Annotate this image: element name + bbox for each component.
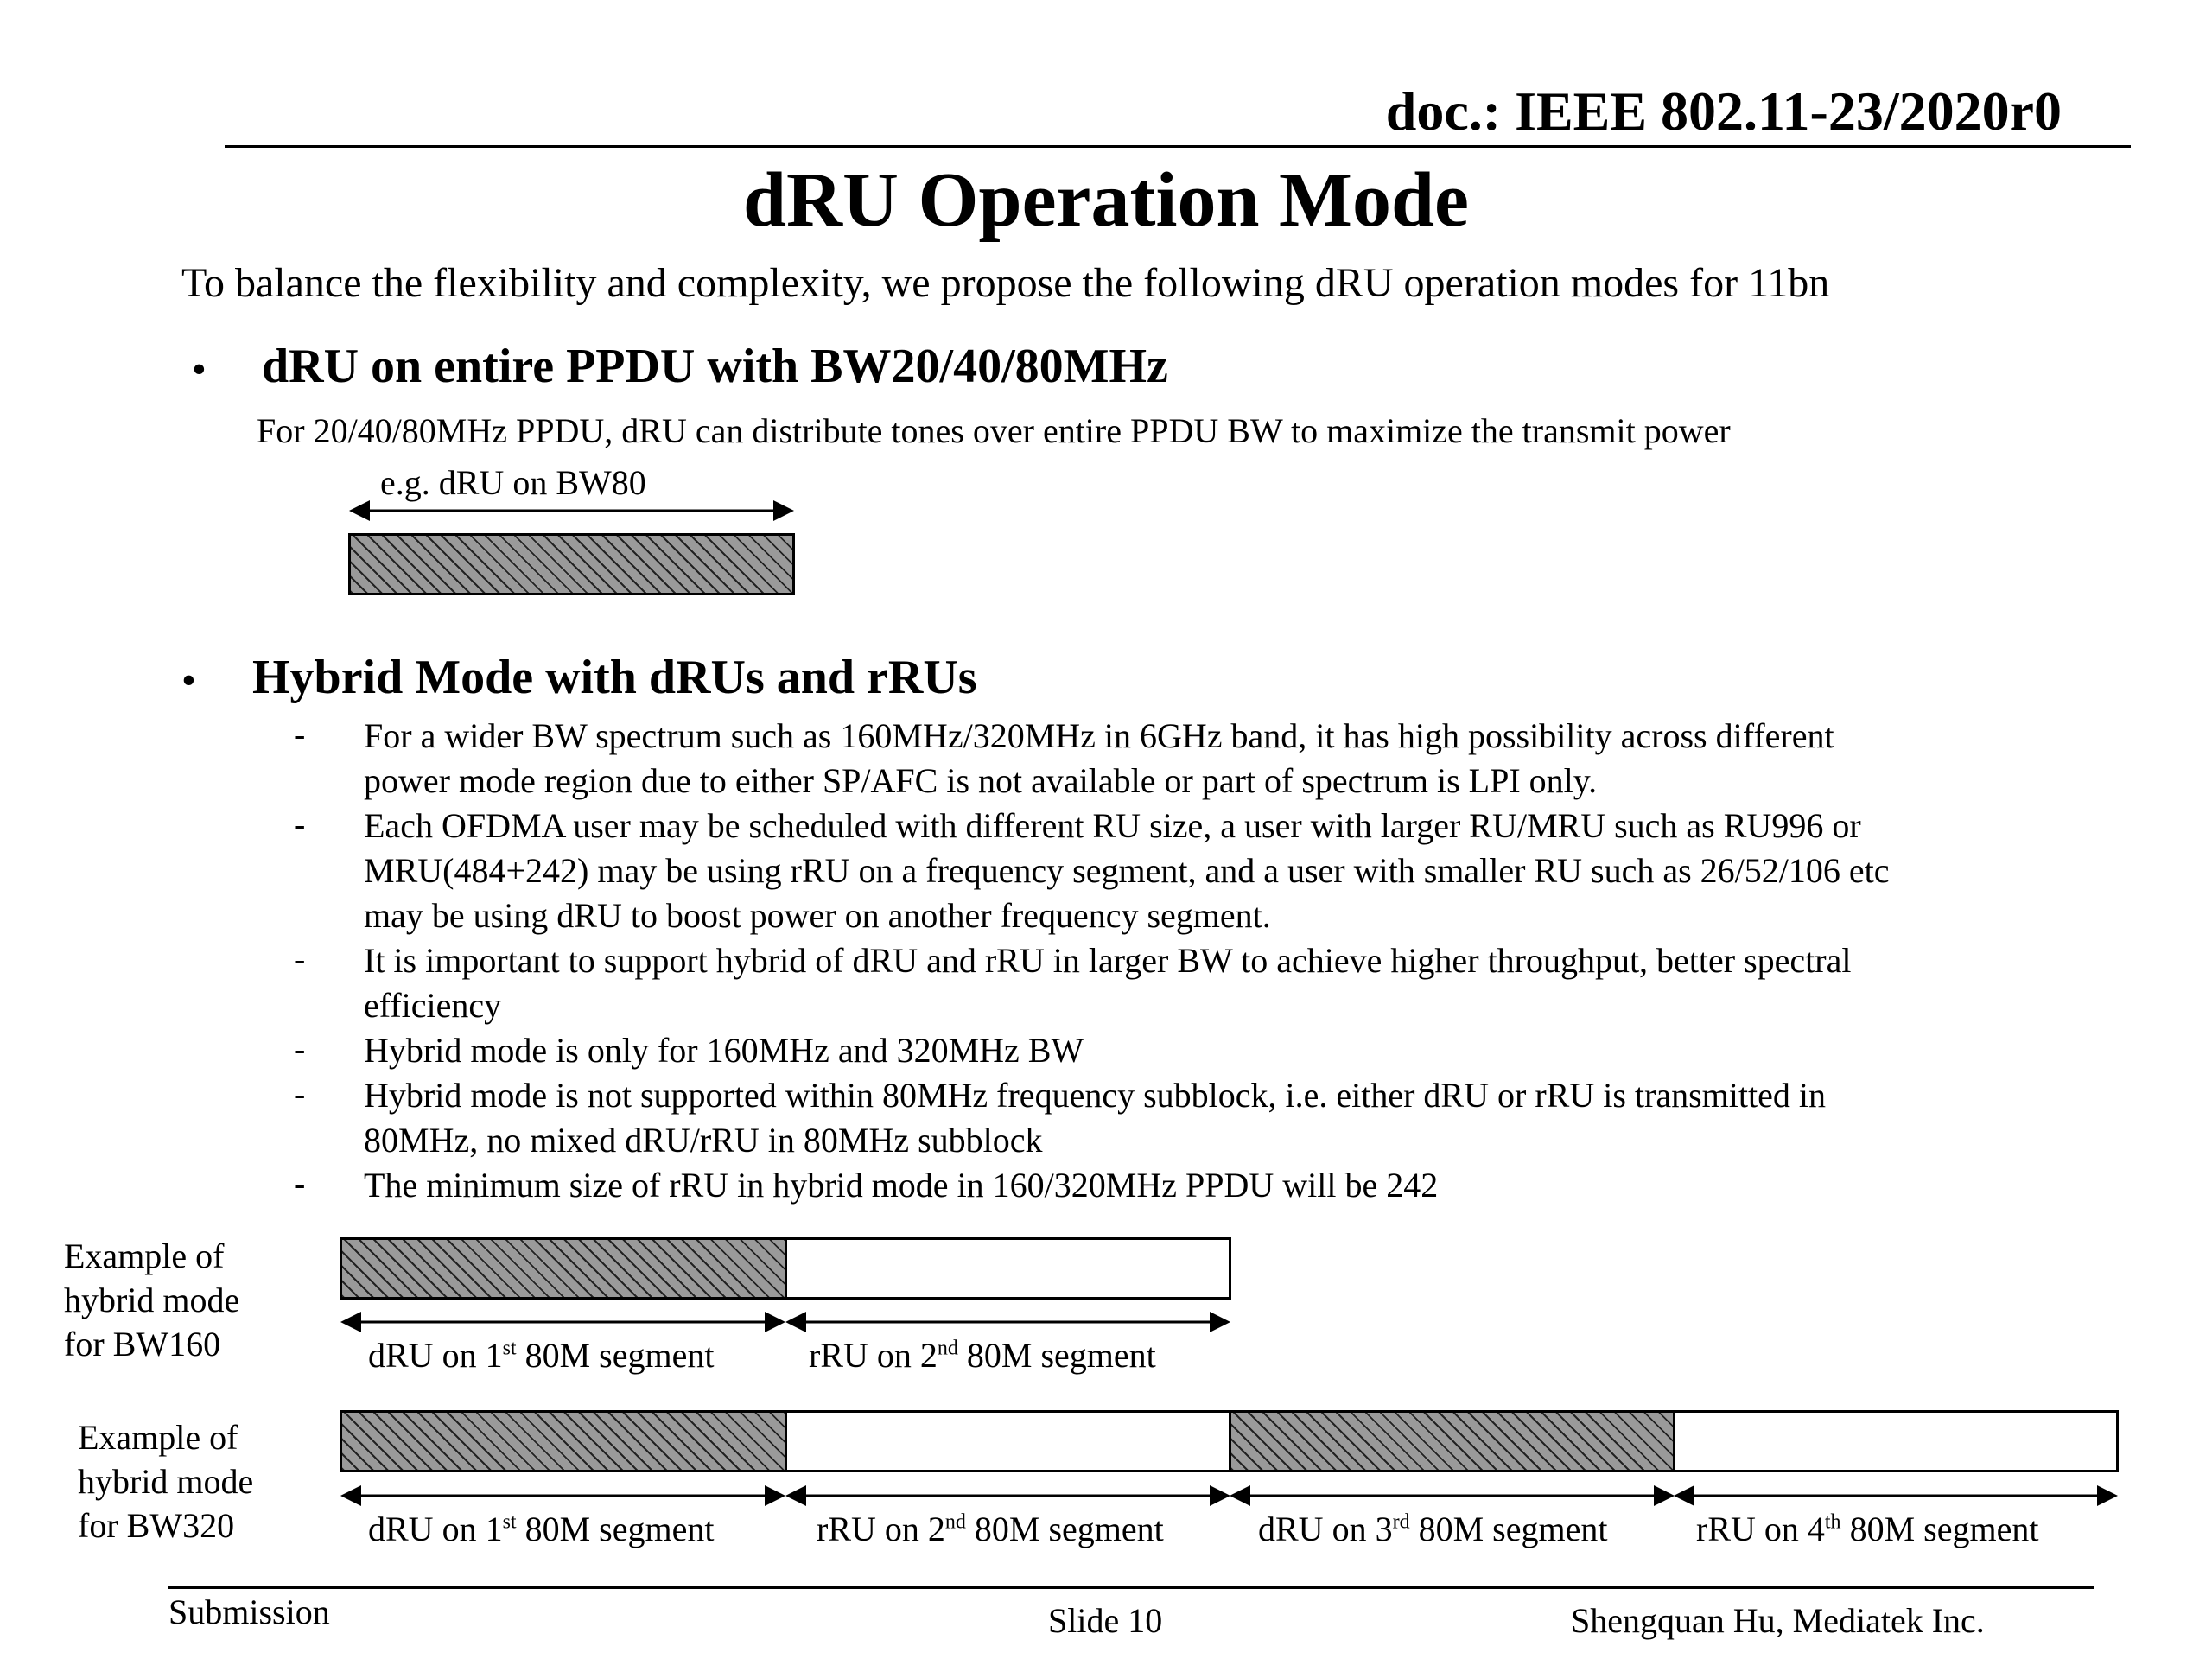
label-line: Example of [64, 1236, 225, 1275]
footer-rule [168, 1586, 2094, 1589]
footer-slide-number: Slide 10 [1048, 1601, 1163, 1640]
bw80-example-label: e.g. dRU on BW80 [380, 463, 646, 502]
label-line: hybrid mode [64, 1281, 240, 1319]
list-item-line: For a wider BW spectrum such as 160MHz/320MHz in 6GHz band, it has high possibility across different [364, 716, 1834, 755]
list-item-line: 80MHz, no mixed dRU/rRU in 80MHz subblock [364, 1121, 1043, 1160]
list-item-line: Each OFDMA user may be scheduled with different RU size, a user with larger RU/MRU such as RU996 or [364, 806, 1861, 845]
dash-marker: - [294, 1029, 306, 1068]
dash-marker: - [294, 1164, 306, 1203]
label-line: for BW320 [78, 1506, 235, 1545]
slide-title: dRU Operation Mode [743, 157, 1469, 243]
label-line: for BW160 [64, 1325, 221, 1363]
dash-marker: - [294, 715, 306, 753]
section1-heading: dRU on entire PPDU with BW20/40/80MHz [262, 340, 1168, 393]
bw160-segment-label: rRU on 2nd 80M segment [809, 1336, 1156, 1375]
bw320-segment-label: rRU on 4th 80M segment [1696, 1510, 2039, 1548]
section2-heading: Hybrid Mode with dRUs and rRUs [252, 651, 977, 704]
list-item-line: may be using dRU to boost power on another frequency segment. [364, 896, 1271, 935]
dash-marker: - [294, 939, 306, 978]
footer-author: Shengquan Hu, Mediatek Inc. [1571, 1601, 1985, 1640]
bw320-segment-label: rRU on 2nd 80M segment [817, 1510, 1164, 1548]
bullet: • [192, 346, 207, 392]
list-item-line: Hybrid mode is only for 160MHz and 320MHz BW [364, 1031, 1084, 1070]
list-item-line: Hybrid mode is not supported within 80MHz frequency subblock, i.e. either dRU or rRU is transmitted in [364, 1076, 1826, 1115]
list-item-line: MRU(484+242) may be using rRU on a frequency segment, and a user with smaller RU such as 26/52/106 etc [364, 851, 1890, 890]
document-id: doc.: IEEE 802.11-23/2020r0 [1385, 80, 2062, 142]
footer-submission: Submission [168, 1592, 330, 1631]
bw320-segment-label: dRU on 3rd 80M segment [1258, 1510, 1608, 1548]
list-item-line: efficiency [364, 986, 502, 1025]
bw320-segment-label: dRU on 1st 80M segment [368, 1510, 715, 1548]
bullet: • [181, 658, 196, 703]
list-item-line: The minimum size of rRU in hybrid mode in 160/320MHz PPDU will be 242 [364, 1166, 1439, 1205]
list-item-line: It is important to support hybrid of dRU and rRU in larger BW to achieve higher throughput, better spectral [364, 941, 1852, 980]
label-line: Example of [78, 1418, 238, 1457]
dash-marker: - [294, 1074, 306, 1113]
list-item-line: power mode region due to either SP/AFC is not available or part of spectrum is LPI only. [364, 761, 1598, 800]
dash-marker: - [294, 804, 306, 843]
label-line: hybrid mode [78, 1462, 254, 1501]
section1-description: For 20/40/80MHz PPDU, dRU can distribute tones over entire PPDU BW to maximize the transmit power [257, 411, 1731, 450]
bw160-segment-label: dRU on 1st 80M segment [368, 1336, 715, 1375]
intro-text: To balance the flexibility and complexity, we propose the following dRU operation modes for 11bn [181, 260, 1830, 306]
